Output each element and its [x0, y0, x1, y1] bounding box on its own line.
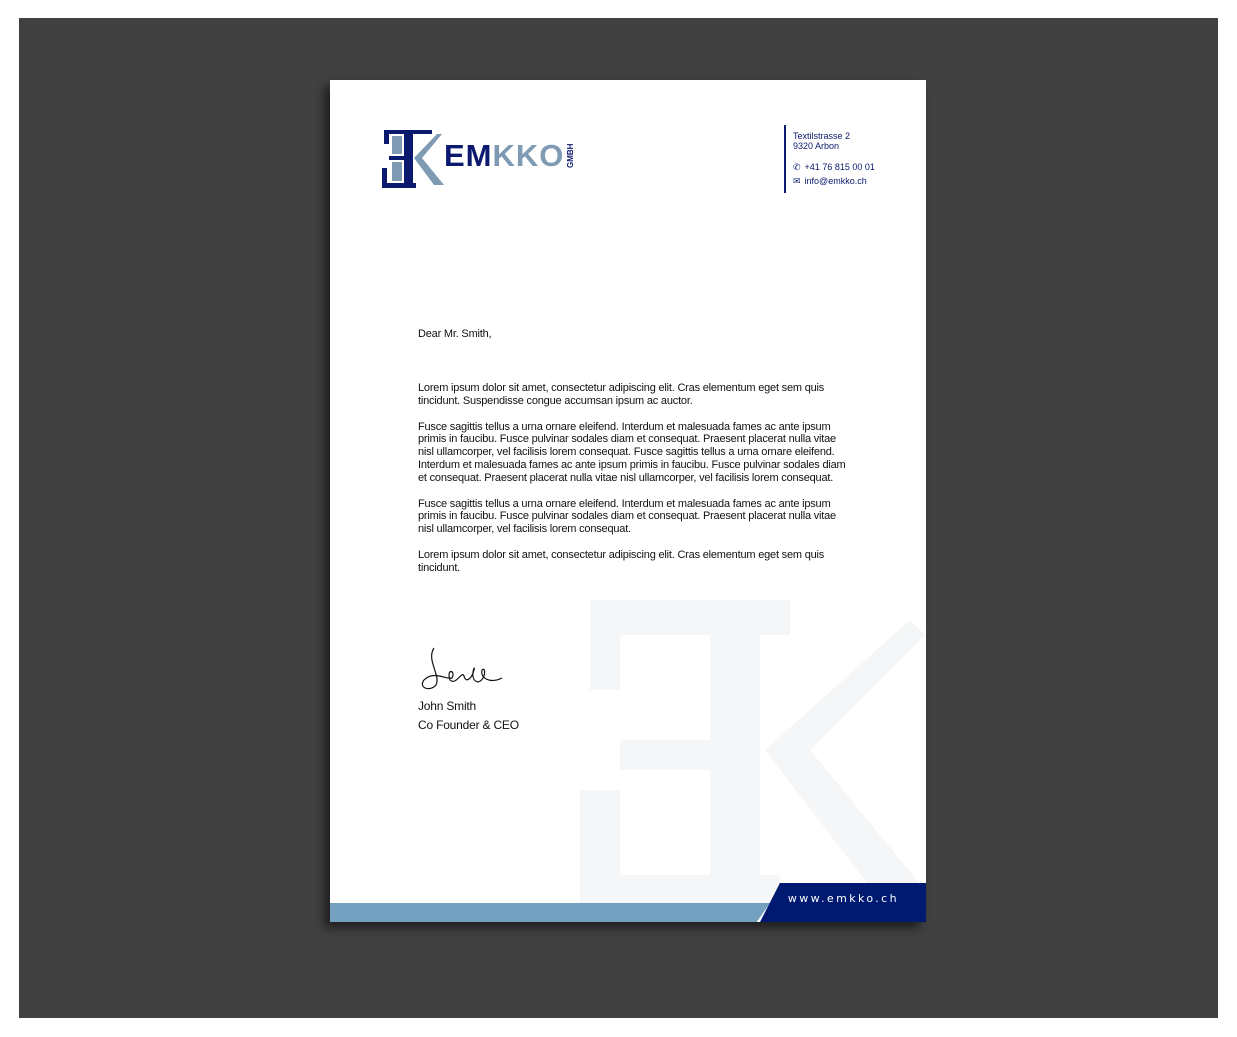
website-link[interactable]: www.emkko.ch: [787, 892, 899, 905]
paragraph: Fusce sagittis tellus a urna ornare eleifend. Interdum et malesuada fames ac ante ipsum primis in faucibu. Fusce pulvinar sodales diam et consequat. Praesent placerat nulla vitae nisl ullamcorper, vel facilisis lorem consequat. Fusce sagittis tellus a urna ornare eleifend. Interdum et malesuada fames ac ante ipsum primis in faucibu. Fusce pulvinar sodales diam et consequat. Praesent placerat nulla vitae nisl ullamcorper, vel facilisis lorem consequat.: [418, 420, 846, 484]
contact-block: [784, 125, 875, 193]
signer-name: John Smith: [418, 699, 477, 713]
letterhead-page: [330, 80, 926, 922]
footer-accent-bar: [330, 903, 770, 922]
signature: [416, 640, 508, 692]
letter-body: [418, 382, 848, 588]
paragraph: Lorem ipsum dolor sit amet, consectetur adipiscing elit. Cras elementum eget sem quis tincidunt. Suspendisse congue accumsan ipsum ac auctor.: [418, 382, 825, 407]
paragraph: Lorem ipsum dolor sit amet, consectetur adipiscing elit. Cras elementum eget sem quis tincidunt.: [418, 548, 825, 574]
phone-icon: ✆: [793, 162, 801, 172]
salutation: Dear Mr. Smith,: [418, 328, 492, 340]
address-city: 9320 Arbon: [793, 141, 840, 151]
name-part-2: KKO: [492, 138, 565, 173]
mail-icon: ✉: [793, 176, 801, 186]
watermark-logo: [580, 600, 926, 910]
company-name: [444, 138, 564, 174]
company-suffix: GMBH: [566, 143, 575, 168]
address-street: Textilstrasse 2: [793, 131, 851, 141]
company-logo-icon: [382, 130, 446, 188]
name-part-1: EM: [444, 138, 493, 173]
paragraph: Fusce sagittis tellus a urna ornare eleifend. Interdum et malesuada fames ac ante ipsum primis in faucibu. Fusce pulvinar sodales diam et consequat. Praesent placerat nulla vitae nisl ullamcorper, vel facilisis lorem consequat.: [418, 497, 836, 536]
phone: +41 76 815 00 01: [804, 162, 875, 172]
signer-title: Co Founder & CEO: [418, 718, 519, 732]
email[interactable]: info@emkko.ch: [804, 176, 867, 186]
